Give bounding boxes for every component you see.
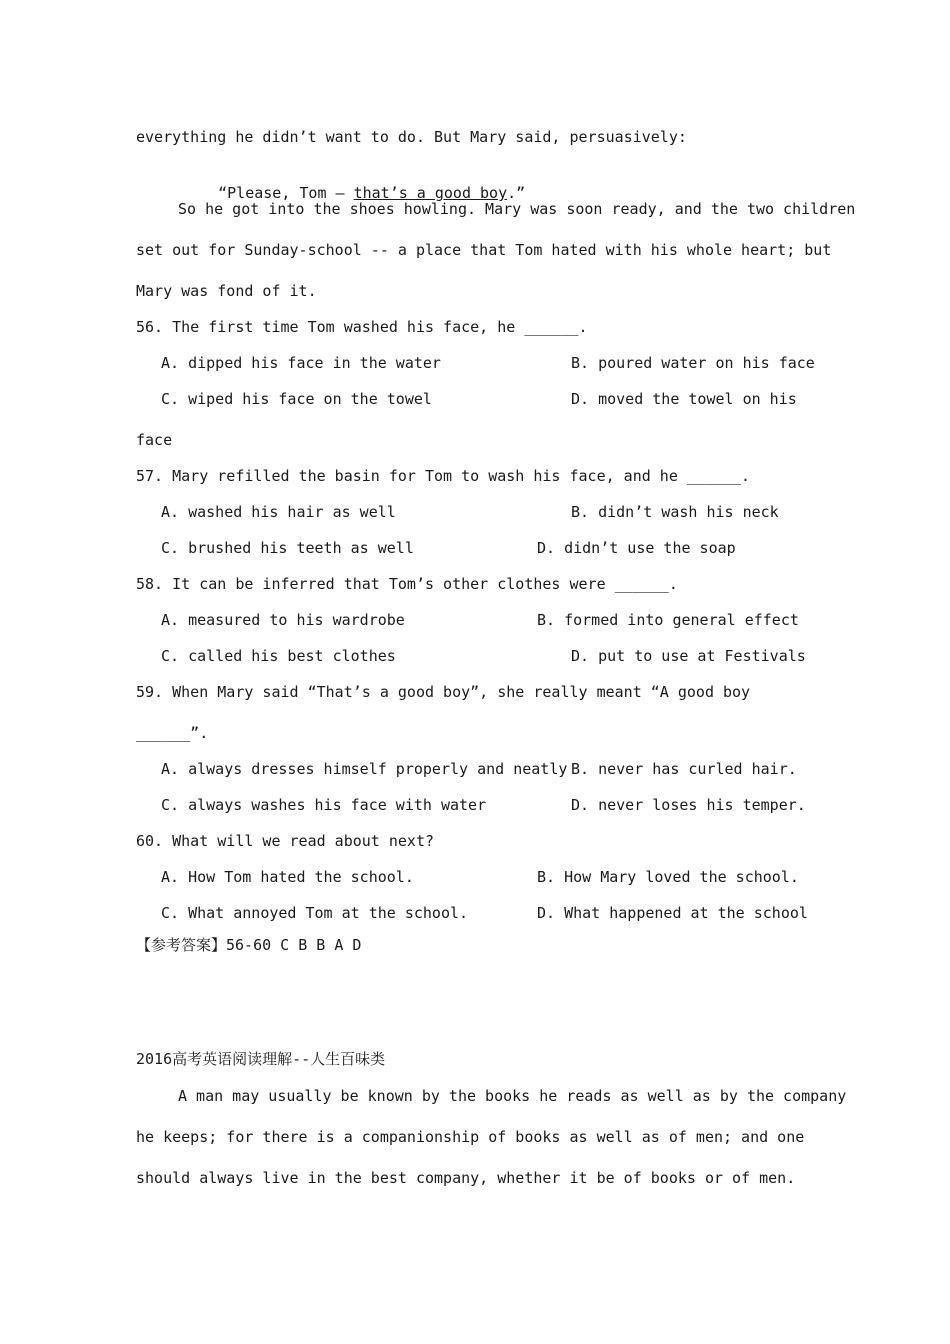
option-b: B. formed into general effect	[537, 611, 799, 629]
option-a: A. dipped his face in the water	[161, 354, 441, 372]
quote-open: “Please, Tom –	[218, 184, 354, 202]
section-title: 2016高考英语阅读理解--人生百味类	[136, 1050, 386, 1068]
option-c: C. called his best clothes	[161, 647, 396, 665]
answer-key: 【参考答案】56-60 C B B A D	[136, 936, 362, 954]
option-a: A. washed his hair as well	[161, 503, 396, 521]
option-c: C. always washes his face with water	[161, 796, 487, 814]
option-d: D. What happened at the school	[537, 904, 808, 922]
question-stem-continued: ______”.	[136, 724, 209, 742]
option-b: B. didn’t wash his neck	[571, 503, 779, 521]
option-b: B. poured water on his face	[571, 354, 815, 372]
passage-line: Mary was fond of it.	[136, 282, 317, 300]
option-c: C. brushed his teeth as well	[161, 539, 414, 557]
passage-line: A man may usually be known by the books he reads as well as by the company	[178, 1087, 847, 1105]
question-stem: 60. What will we read about next?	[136, 832, 435, 850]
option-c: C. What annoyed Tom at the school.	[161, 904, 469, 922]
option-c: C. wiped his face on the towel	[161, 390, 432, 408]
passage-line: So he got into the shoes howling. Mary was soon ready, and the two children	[178, 200, 856, 218]
question-stem: 58. It can be inferred that Tom’s other clothes were ______.	[136, 575, 678, 593]
passage-line: set out for Sunday-school -- a place that Tom hated with his whole heart; but	[136, 241, 832, 259]
option-b: B. How Mary loved the school.	[537, 868, 799, 886]
option-d: D. put to use at Festivals	[571, 647, 806, 665]
question-stem: 59. When Mary said “That’s a good boy”, she really meant “A good boy	[136, 683, 751, 701]
option-d: D. didn’t use the soap	[537, 539, 736, 557]
option-a: A. always dresses himself properly and neatly	[161, 760, 568, 778]
question-stem: 56. The first time Tom washed his face, he ______.	[136, 318, 588, 336]
question-stem: 57. Mary refilled the basin for Tom to wash his face, and he ______.	[136, 467, 751, 485]
option-d-continued: face	[136, 431, 173, 449]
option-d: D. never loses his temper.	[571, 796, 806, 814]
quote-underlined: that’s a good boy	[353, 184, 508, 202]
option-a: A. measured to his wardrobe	[161, 611, 405, 629]
quote-close: .”	[507, 184, 526, 202]
option-d: D. moved the towel on his	[571, 390, 797, 408]
option-a: A. How Tom hated the school.	[161, 868, 414, 886]
passage-line: he keeps; for there is a companionship of books as well as of men; and one	[136, 1128, 805, 1146]
passage-line: should always live in the best company, whether it be of books or of men.	[136, 1169, 796, 1187]
option-b: B. never has curled hair.	[571, 760, 797, 778]
passage-line: everything he didn’t want to do. But Mary said, persuasively:	[136, 128, 687, 146]
